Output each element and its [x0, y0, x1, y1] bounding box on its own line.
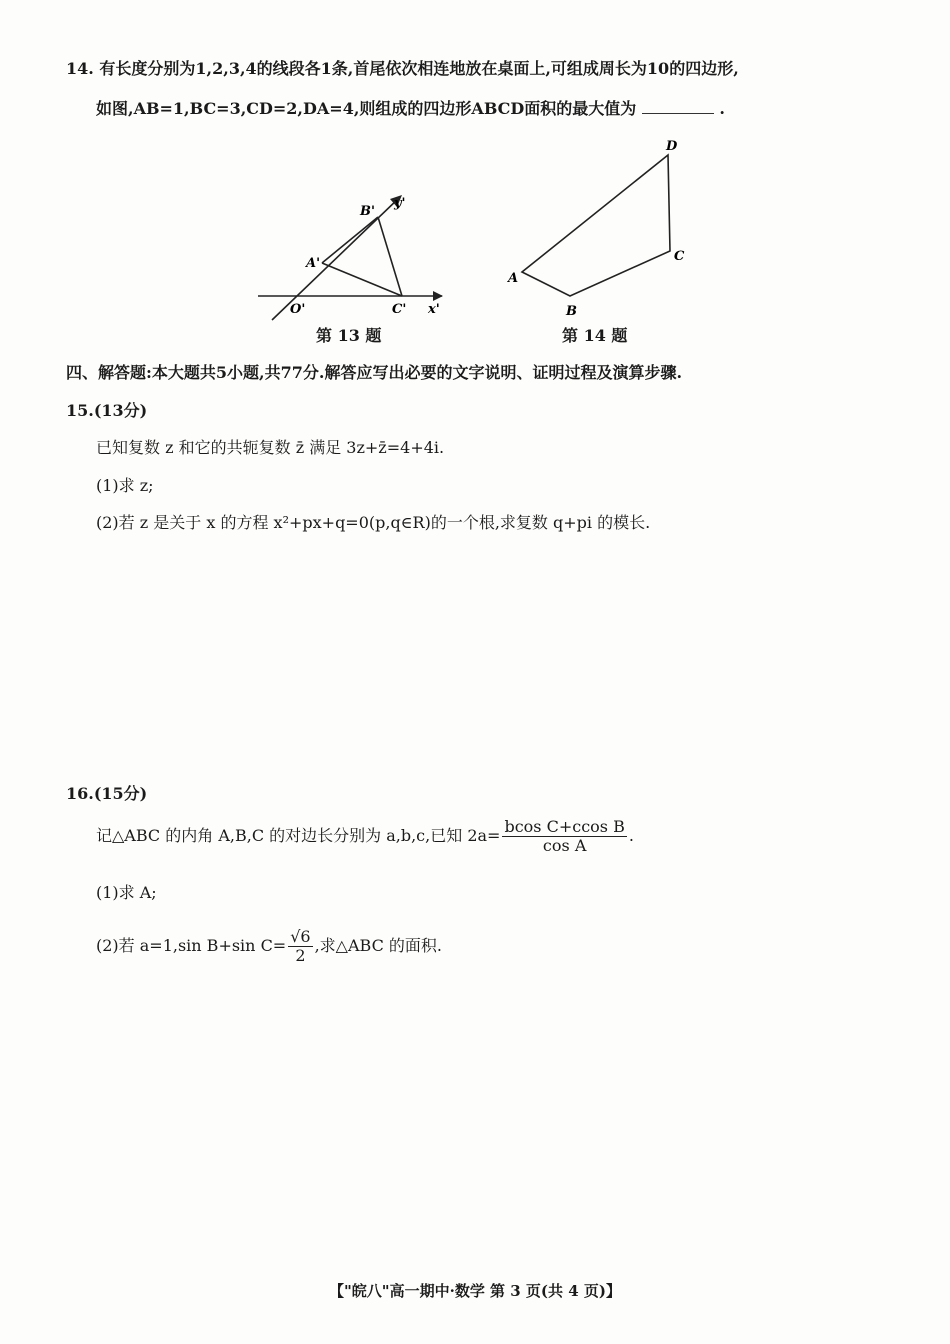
figure-14-caption: 第 14 题	[562, 326, 628, 345]
q16-part2-post: ,求△ABC 的面积.	[314, 936, 443, 955]
figure-14	[500, 135, 700, 325]
section-4-header: 四、解答题:本大题共5小题,共77分.解答应写出必要的文字说明、证明过程及演算步骤.	[66, 363, 683, 382]
q16-part2-numerator: √6	[290, 927, 311, 946]
q16-part2-fraction	[288, 928, 312, 965]
label-a: A	[508, 271, 519, 286]
q16-part2-pre: (2)若 a=1,sin B+sin C=	[96, 936, 287, 955]
q16-part1: (1)求 A;	[96, 883, 157, 902]
q14-line2-end: .	[719, 99, 725, 118]
label-d: D	[666, 139, 678, 154]
q16-part2	[96, 928, 442, 965]
figure-13-caption: 第 13 题	[316, 326, 382, 345]
q16-fraction-denominator: cos A	[542, 836, 587, 855]
q14-line1: 14. 有长度分别为1,2,3,4的线段各1条,首尾依次相连地放在桌面上,可组成周长为10的四边形,	[66, 59, 739, 78]
q16-stem-pre: 记△ABC 的内角 A,B,C 的对边长分别为 a,b,c,已知 2a=	[96, 826, 501, 845]
label-b: B'	[360, 204, 375, 219]
q15-header: 15.(13分)	[66, 401, 148, 420]
q16-header: 16.(15分)	[66, 784, 148, 803]
figure-13	[250, 185, 450, 325]
q15-stem: 已知复数 z 和它的共轭复数 z̄ 满足 3z+z̄=4+4i.	[96, 438, 445, 457]
q16-part2-denominator: 2	[295, 946, 306, 965]
q16-stem	[96, 818, 634, 855]
segment-bc	[378, 217, 402, 296]
label-b: B	[566, 304, 577, 319]
x-axis-arrow	[433, 291, 443, 301]
q15-part1: (1)求 z;	[96, 476, 154, 495]
label-o: O'	[290, 302, 306, 317]
segment-ac	[322, 263, 402, 296]
label-c: C	[674, 249, 685, 264]
quadrilateral-abcd	[522, 155, 670, 296]
q16-fraction	[502, 818, 626, 855]
q15-part2: (2)若 z 是关于 x 的方程 x²+px+q=0(p,q∈R)的一个根,求复数 q+pi 的模长.	[96, 513, 651, 532]
label-a: A'	[306, 256, 321, 271]
q16-fraction-numerator: bcos C+ccos B	[504, 817, 625, 836]
answer-blank	[642, 99, 714, 114]
q14-line2-text: 如图,AB=1,BC=3,CD=2,DA=4,则组成的四边形ABCD面积的最大值为	[96, 99, 637, 118]
q14-line2	[96, 98, 725, 120]
label-x: x'	[428, 302, 440, 317]
label-c: C'	[392, 302, 407, 317]
page-footer: 【"皖八"高一期中·数学 第 3 页(共 4 页)】	[328, 1282, 622, 1300]
label-y: y'	[394, 196, 406, 211]
q16-stem-post: .	[628, 826, 634, 845]
segment-ab	[322, 217, 378, 263]
